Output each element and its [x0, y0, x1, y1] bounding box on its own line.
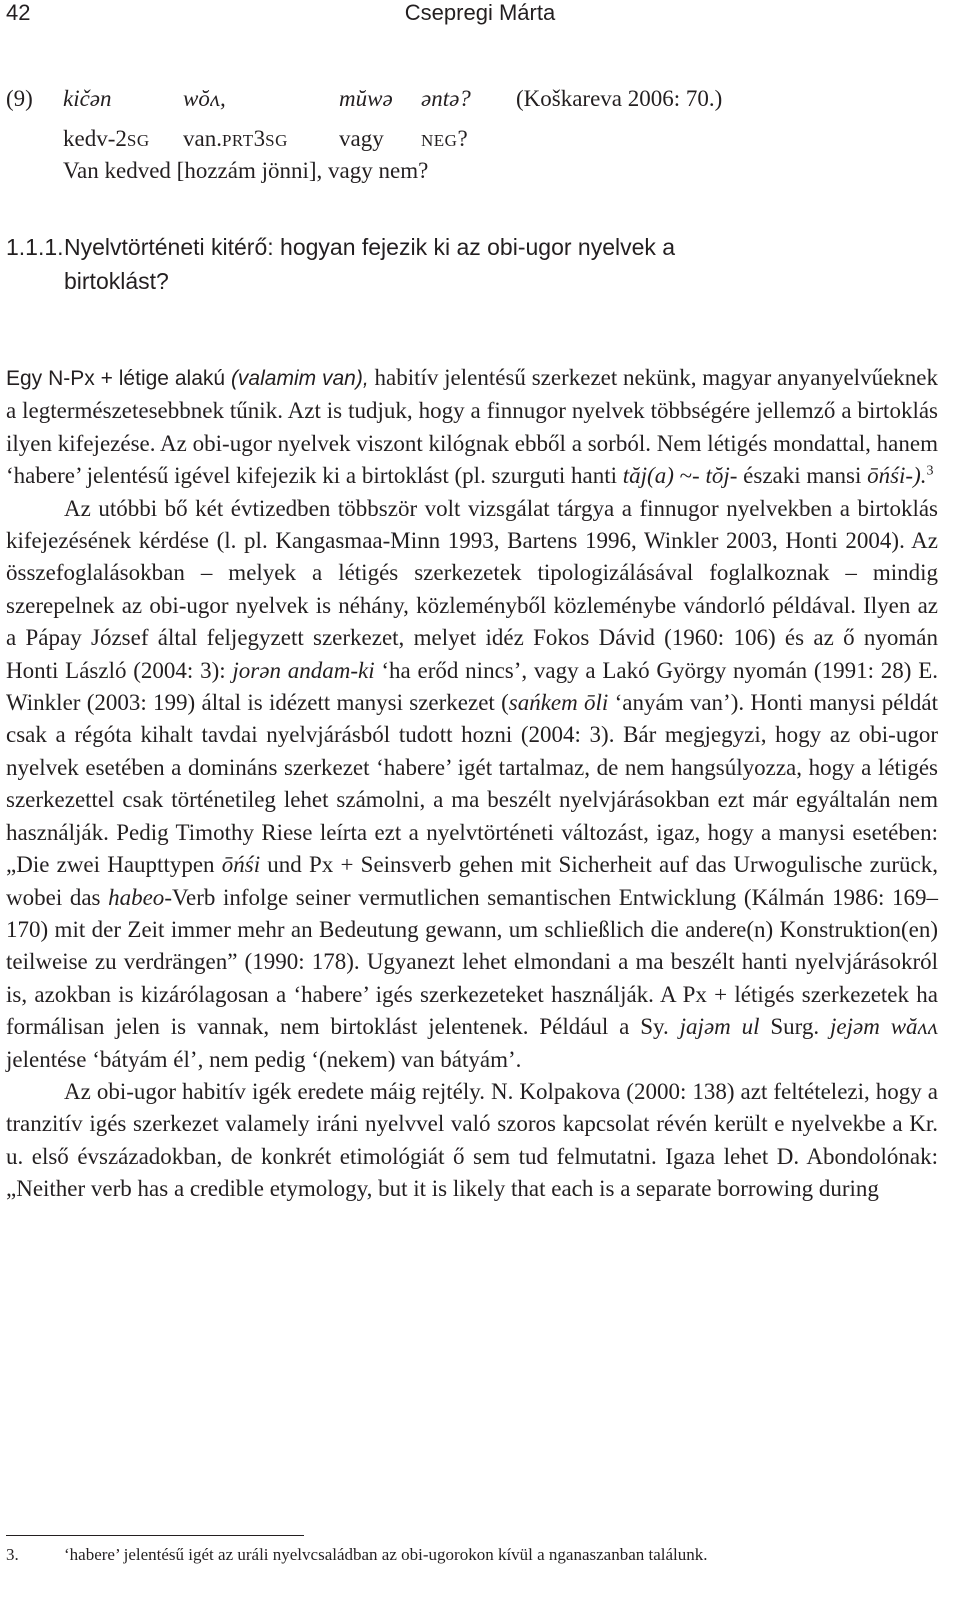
- paragraph: Egy N-Px + létige alakú (valamim van), habitív jelentésű szerkezet nekünk, magyar anyanyelvűeknek a legtermészetesebbnek tűnik. Azt is tudjuk, hogy a finnugor nyelvek többségére jellemző a birtoklás ilyen kifejezése. Az obi-ugor nyelvek viszont kilógnak ebből a sorból. Nem létigés mondattal, hanem ‘habere’ jelentésű igével kifejezik ki a birtoklást (pl. szurguti hanti tăj(a) ~- tŏj- északi mansi ōńśi-).$^3$: [6, 365, 938, 489]
- example-word: kičən: [63, 86, 112, 111]
- gloss-item: NEG?: [421, 126, 468, 151]
- page-number: 42: [6, 0, 31, 25]
- footnote: [6, 1545, 946, 1565]
- footnote-rule: [6, 1535, 304, 1536]
- gloss-item: van.PRT3SG: [183, 126, 288, 151]
- translation-line: Van kedved [hozzám jönni], vagy nem?: [63, 158, 429, 183]
- section-heading: [6, 230, 936, 294]
- footnote-number: 3.: [6, 1545, 19, 1564]
- section-title-cont: birtoklást?: [64, 268, 169, 294]
- footnote-text: ‘habere’ jelentésű igét az uráli nyelvcsaládban az obi-ugorokon kívül a nganaszanban találunk.: [64, 1545, 708, 1564]
- page-header: [0, 0, 960, 34]
- example-source: (Koškareva 2006: 70.): [516, 86, 723, 111]
- body-text: [6, 362, 938, 1206]
- footnote-ref: 3: [926, 463, 934, 479]
- section-title: Nyelvtörténeti kitérő: hogyan fejezik ki az obi-ugor nyelvek a: [64, 234, 676, 260]
- gloss-item: vagy: [339, 126, 384, 151]
- paragraph: Az utóbbi bő két évtizedben többször volt vizsgálat tárgya a finnugor nyelvekben a birtoklás kifejezésének kérdése (l. pl. Kangasmaa-Minn 1993, Bartens 1996, Winkler 2003, Honti 2004). Az összefoglalásokban – melyek a létigés szerkezetek tipologizálásával foglalkoznak – mindig szerepelnek az obi-ugor nyelvek is néhány, közleményből közleménybe vándorló példával. Ilyen az a Pápay József által feljegyzett szerkezet, melyet idéz Fokos Dávid (1960: 106) és az ő nyomán Honti László (2004: 3): jorən andam-ki ‘ha erőd nincs’, vagy a Lakó György nyomán (1991: 28) E. Winkler (2003: 199) által is idézett manysi szerkezet (sańkem ōli ‘anyám van’). Honti manysi példát csak a régóta kihalt tavdai nyelvjárásból tudott hozni (2004: 3). Bár megjegyzi, hogy az obi-ugor nyelvek esetében a domináns szerkezet ‘habere’ igét tartalmaz, de nem hangsúlyozza, hogy a létigés szerkezettel csak történetileg lehet számolni, a ma beszélt nyelvjárásokban ezt már egyáltalán nem használják. Pedig Timothy Riese leírta ezt a nyelvtörténeti változást, igaz, hogy a manysi esetében: „Die zwei Haupttypen ōńśi und Px + Seinsverb gehen mit Sicherheit auf das Urwogulische zurück, wobei das habeo-Verb infolge seiner vermutlichen semantischen Entwicklung (Kálmán 1986: 169–170) mit der Zeit immer mehr an Bedeutung gewann, um schließlich die andere(n) Konstruktion(en) teilweise zu verdrängen” (1990: 178). Ugyanezt lehet elmondani a ma beszélt hanti nyelvjárásokról is, azokban is kizárólagosan a ‘habere’ igés szerkezeteket használják. A Px + létigés szerkezetek ha formálisan jelen is vannak, nem birtoklást jelentenek. Például a Sy. jajəm ul Surg. jejəm wăʌʌ jelentése ‘bátyám él’, nem pedig ‘(nekem) van bátyám’.: [6, 495, 938, 1072]
- example-number: (9): [6, 86, 33, 111]
- example-word: əntə?: [421, 86, 471, 111]
- gloss-item: kedv-2SG: [63, 126, 150, 151]
- example-word: mŭwə: [339, 86, 393, 111]
- section-number: 1.1.1.: [6, 234, 64, 260]
- example-word: wŏʌ,: [183, 86, 226, 111]
- paragraph: Az obi-ugor habitív igék eredete máig rejtély. N. Kolpakova (2000: 138) azt feltételezi, hogy a tranzitív igés szerkezet valamely iráni nyelvvel való szoros kapcsolat révén került e nyelvekbe a Kr. u. első évszázadokban, de konkrét etimológiát ő sem tud felmutatni. Igaza lehet D. Abondolónak: „Neither verb has a credible etymology, but it is likely that each is a separate borrowing during: [6, 1078, 938, 1202]
- running-title: Csepregi Márta: [404, 0, 556, 25]
